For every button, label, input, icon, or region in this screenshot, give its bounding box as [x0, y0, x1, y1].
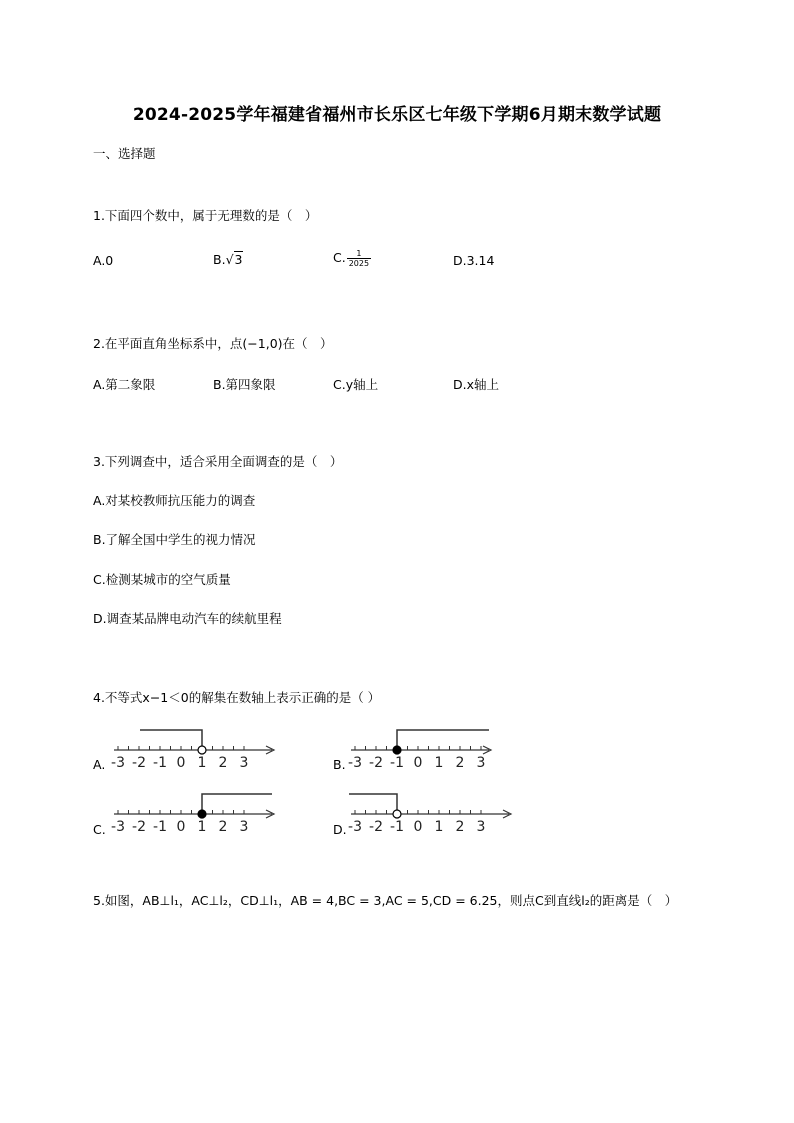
tick-label: 2 — [218, 819, 228, 835]
tick-label: -3 — [111, 819, 125, 835]
tick-label: 0 — [176, 755, 186, 771]
q4-option-a-label: A. — [93, 757, 106, 772]
tick-label: 1 — [434, 755, 444, 771]
question-1-stem: 1.下面四个数中，属于无理数的是（ ） — [93, 208, 318, 223]
closed-point — [198, 810, 206, 818]
section-heading: 一、选择题 — [93, 146, 156, 161]
open-point — [198, 746, 206, 754]
q2-option-d: D.x轴上 — [453, 377, 499, 392]
q4-number-line-b — [343, 722, 503, 774]
q4-number-line-d — [343, 786, 523, 838]
fraction — [347, 249, 371, 268]
tick-label: 3 — [476, 819, 486, 835]
tick-label: -1 — [153, 819, 167, 835]
tick-label: -1 — [153, 755, 167, 771]
tick-label: 3 — [476, 755, 486, 771]
tick-label: -2 — [132, 819, 146, 835]
q4-number-line-c — [106, 786, 286, 838]
q1-option-c-prefix: C. — [333, 250, 346, 265]
tick-label: 2 — [218, 755, 228, 771]
question-5-stem: 5.如图，AB⊥l₁，AC⊥l₂，CD⊥l₁，AB = 4,BC = 3,AC = 5,CD = 6.25，则点C到直线l₂的距离是（ ） — [93, 893, 678, 908]
q1-option-b-radicand: 3 — [234, 252, 243, 267]
q4-option-c-label: C. — [93, 822, 106, 837]
tick-label: -3 — [348, 755, 362, 771]
tick-label: 2 — [455, 755, 465, 771]
question-4-stem: 4.不等式x−1＜0的解集在数轴上表示正确的是（ ） — [93, 690, 381, 705]
closed-point — [393, 746, 401, 754]
fraction-denominator: 2025 — [348, 259, 370, 268]
q2-option-a: A.第二象限 — [93, 377, 156, 392]
tick-label: -2 — [132, 755, 146, 771]
q1-option-d: D.3.14 — [453, 253, 495, 268]
tick-label: 0 — [413, 755, 423, 771]
q3-option-c: C.检测某城市的空气质量 — [93, 572, 231, 587]
page-title: 2024-2025学年福建省福州市长乐区七年级下学期6月期末数学试题 — [132, 105, 662, 125]
question-2-stem: 2.在平面直角坐标系中，点(−1,0)在（ ） — [93, 336, 333, 351]
tick-label: 2 — [455, 819, 465, 835]
tick-label: -3 — [111, 755, 125, 771]
tick-label: -2 — [369, 755, 383, 771]
q4-option-b-label: B. — [333, 757, 346, 772]
question-3-stem: 3.下列调查中，适合采用全面调查的是（ ） — [93, 454, 343, 469]
q4-option-d-label: D. — [333, 822, 347, 837]
q3-option-d: D.调查某品牌电动汽车的续航里程 — [93, 611, 282, 626]
q1-option-a: A.0 — [93, 253, 114, 268]
open-point — [393, 810, 401, 818]
q1-option-b-prefix: B. — [213, 252, 226, 267]
tick-label: 1 — [197, 755, 207, 771]
tick-label: 1 — [434, 819, 444, 835]
q1-option-c — [333, 249, 371, 268]
tick-label: -1 — [390, 755, 404, 771]
solution-ray — [397, 730, 489, 750]
tick-label: -3 — [348, 819, 362, 835]
q2-option-b: B.第四象限 — [213, 377, 276, 392]
tick-label: 3 — [239, 755, 249, 771]
tick-label: -2 — [369, 819, 383, 835]
tick-label: 1 — [197, 819, 207, 835]
sqrt-symbol: √3 — [225, 252, 243, 267]
q3-option-b: B.了解全国中学生的视力情况 — [93, 532, 256, 547]
tick-label: -1 — [390, 819, 404, 835]
q3-option-a: A.对某校教师抗压能力的调查 — [93, 493, 256, 508]
tick-label: 0 — [413, 819, 423, 835]
q1-option-b — [213, 252, 243, 267]
solution-ray — [349, 794, 397, 814]
fraction-numerator: 1 — [347, 249, 371, 259]
q2-option-c: C.y轴上 — [333, 377, 379, 392]
tick-label: 3 — [239, 819, 249, 835]
tick-label: 0 — [176, 819, 186, 835]
q4-number-line-a — [106, 722, 286, 774]
